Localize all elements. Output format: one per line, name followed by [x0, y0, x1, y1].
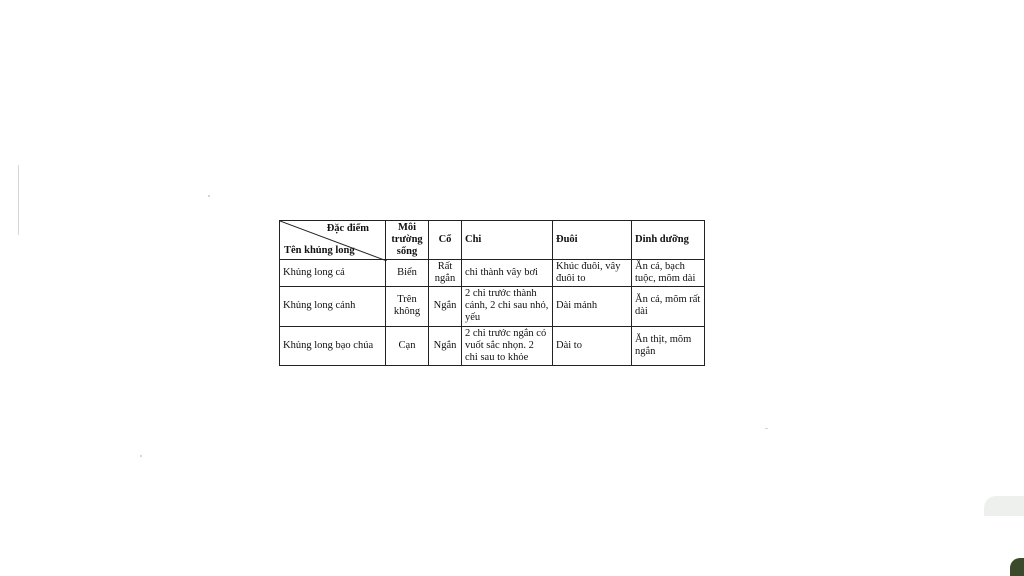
cell-limbs: 2 chi trước ngắn có vuốt sắc nhọn. 2 chi sau to khỏe	[462, 326, 553, 365]
table-row	[280, 260, 705, 287]
scan-smudge	[984, 496, 1024, 516]
cell-environment: Biển	[386, 260, 429, 287]
cell-neck: Ngắn	[429, 326, 462, 365]
scan-speck	[140, 455, 142, 457]
cell-limbs: 2 chi trước thành cánh, 2 chi sau nhỏ, yếu	[462, 287, 553, 326]
dinosaur-table-container	[279, 220, 705, 366]
cell-neck: Ngắn	[429, 287, 462, 326]
leaf-corner-decoration	[1010, 558, 1024, 576]
cell-environment: Cạn	[386, 326, 429, 365]
header-characteristics: Đặc điểm	[326, 223, 369, 234]
cell-nutrition: Ăn cá, mõm rất dài	[632, 287, 705, 326]
cell-environment: Trên không	[386, 287, 429, 326]
cell-nutrition: Ăn cá, bạch tuộc, mõm dài	[632, 260, 705, 287]
diagonal-header-cell	[280, 221, 386, 260]
cell-tail: Khúc đuôi, vây đuôi to	[553, 260, 632, 287]
header-nutrition: Dinh dưỡng	[632, 221, 705, 260]
header-dinosaur-name: Tên khủng long	[284, 245, 355, 257]
table-row	[280, 287, 705, 326]
table-row	[280, 326, 705, 365]
cell-name: Khủng long cá	[280, 260, 386, 287]
cell-name: Khủng long bạo chúa	[280, 326, 386, 365]
header-neck: Cổ	[429, 221, 462, 260]
header-environment: Môi trường sống	[386, 221, 429, 260]
cell-tail: Dài mảnh	[553, 287, 632, 326]
cell-limbs: chi thành vây bơi	[462, 260, 553, 287]
cell-neck: Rất ngắn	[429, 260, 462, 287]
table-header-row	[280, 221, 705, 260]
scan-speck	[18, 165, 19, 235]
cell-nutrition: Ăn thịt, mõm ngắn	[632, 326, 705, 365]
cell-name: Khủng long cánh	[280, 287, 386, 326]
dinosaur-characteristics-table	[279, 220, 705, 366]
header-limbs: Chi	[462, 221, 553, 260]
cell-tail: Dài to	[553, 326, 632, 365]
scan-speck	[208, 195, 210, 197]
header-tail: Đuôi	[553, 221, 632, 260]
scan-speck	[765, 428, 768, 429]
